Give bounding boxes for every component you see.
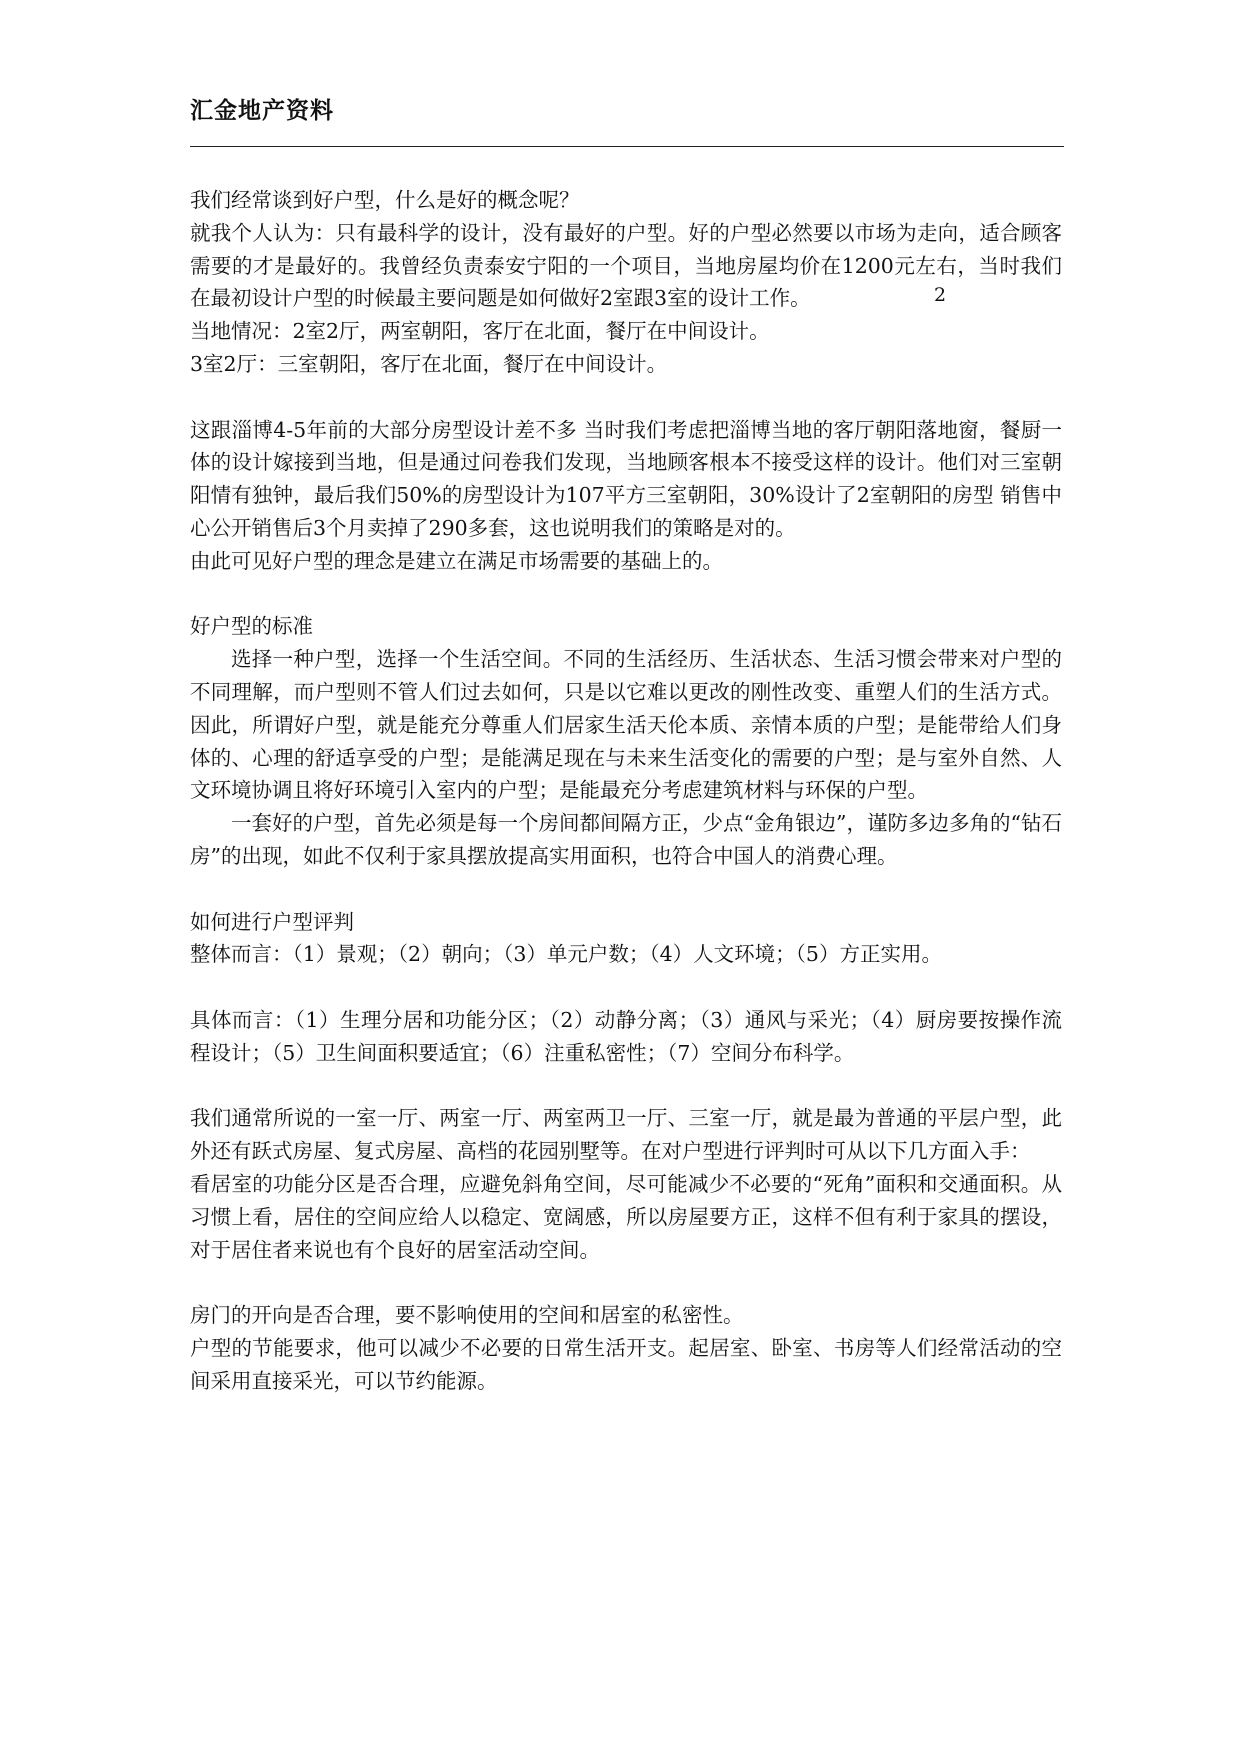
paragraph: 一套好的户型，首先必须是每一个房间都间隔方正，少点“金角银边”，谨防多边多角的“钻石房”的出现，如此不仅利于家具摆放提高实用面积，也符合中国人的消费心理。 (190, 811, 1062, 868)
paragraph: 由此可见好户型的理念是建立在满足市场需要的基础上的。 (190, 548, 723, 573)
paragraph: 这跟淄博4-5年前的大部分房型设计差不多 当时我们考虑把淄博当地的客厅朝阳落地窗，餐厨一体的设计嫁接到当地，但是通过问卷我们发现，当地顾客根本不接受这样的设计。他们对三室朝阳情有独钟，最后我们50%的房型设计为107平方三室朝阳，30%设计了2室朝阳的房型 销售中心公开销售后3个月卖掉了290多套，这也说明我们的策略是对的。 (190, 417, 1062, 540)
section-heading: 好户型的标准 (190, 614, 313, 639)
paragraph-gap (190, 578, 1062, 611)
section-heading: 如何进行户型评判 (190, 909, 354, 934)
paragraph: 当地情况：2室2厅，两室朝阳，客厅在北面，餐厅在中间设计。 (190, 319, 770, 344)
paragraph: 3室2厅：三室朝阳，客厅在北面，餐厅在中间设计。 (190, 351, 668, 376)
paragraph: 选择一种户型，选择一个生活空间。不同的生活经历、生活状态、生活习惯会带来对户型的不同理解，而户型则不管人们过去如何，只是以它难以更改的刚性改变、重塑人们的生活方式。因此，所谓好户型，就是能充分尊重人们居家生活天伦本质、亲情本质的户型；是能带给人们身体的、心理的舒适享受的户型；是能满足现在与未来生活变化的需要的户型；是与室外自然、人文环境协调且将好环境引入室内的户型；是能最充分考虑建筑材料与环保的户型。 (190, 647, 1062, 803)
paragraph: 我们经常谈到好户型，什么是好的概念呢？ (190, 188, 580, 212)
header-title: 汇金地产资料 (190, 98, 334, 124)
paragraph-gap (190, 381, 1062, 414)
paragraph-gap (190, 1266, 1062, 1299)
paragraph-gap (190, 1070, 1062, 1103)
page-header (190, 88, 1064, 147)
page-number: 2 (934, 284, 947, 306)
paragraph: 具体而言：（1）生理分居和功能分区；（2）动静分离；（3）通风与采光；（4）厨房要按操作流程设计；（5）卫生间面积要适宜；（6）注重私密性；（7）空间分布科学。 (190, 1007, 1062, 1065)
paragraph: 看居室的功能分区是否合理，应避免斜角空间，尽可能减少不必要的“死角”面积和交通面积。从习惯上看，居住的空间应给人以稳定、宽阔感，所以房屋要方正，这样不但有利于家具的摆设，对于居住者来说也有个良好的居室活动空间。 (190, 1171, 1062, 1262)
document-body (190, 184, 1062, 1397)
paragraph-gap (190, 971, 1062, 1004)
paragraph-gap (190, 873, 1062, 906)
paragraph: 整体而言：（1）景观；（2）朝向；（3）单元户数；（4）人文环境；（5）方正实用。 (190, 942, 942, 967)
paragraph: 我们通常所说的一室一厅、两室一厅、两室两卫一厅、三室一厅，就是最为普通的平层户型，此外还有跃式房屋、复式房屋、高档的花园别墅等。在对户型进行评判时可从以下几方面入手： (190, 1106, 1062, 1164)
paragraph: 房门的开向是否合理，要不影响使用的空间和居室的私密性。 (190, 1303, 744, 1328)
paragraph: 就我个人认为：只有最科学的设计，没有最好的户型。好的户型必然要以市场为走向，适合顾客需要的才是最好的。我曾经负责泰安宁阳的一个项目，当地房屋均价在1200元左右，当时我们在最初设计户型的时候最主要问题是如何做好2室跟3室的设计工作。 (190, 220, 1062, 311)
paragraph: 户型的节能要求，他可以减少不必要的日常生活开支。起居室、卧室、书房等人们经常活动的空间采用直接采光，可以节约能源。 (190, 1335, 1062, 1393)
